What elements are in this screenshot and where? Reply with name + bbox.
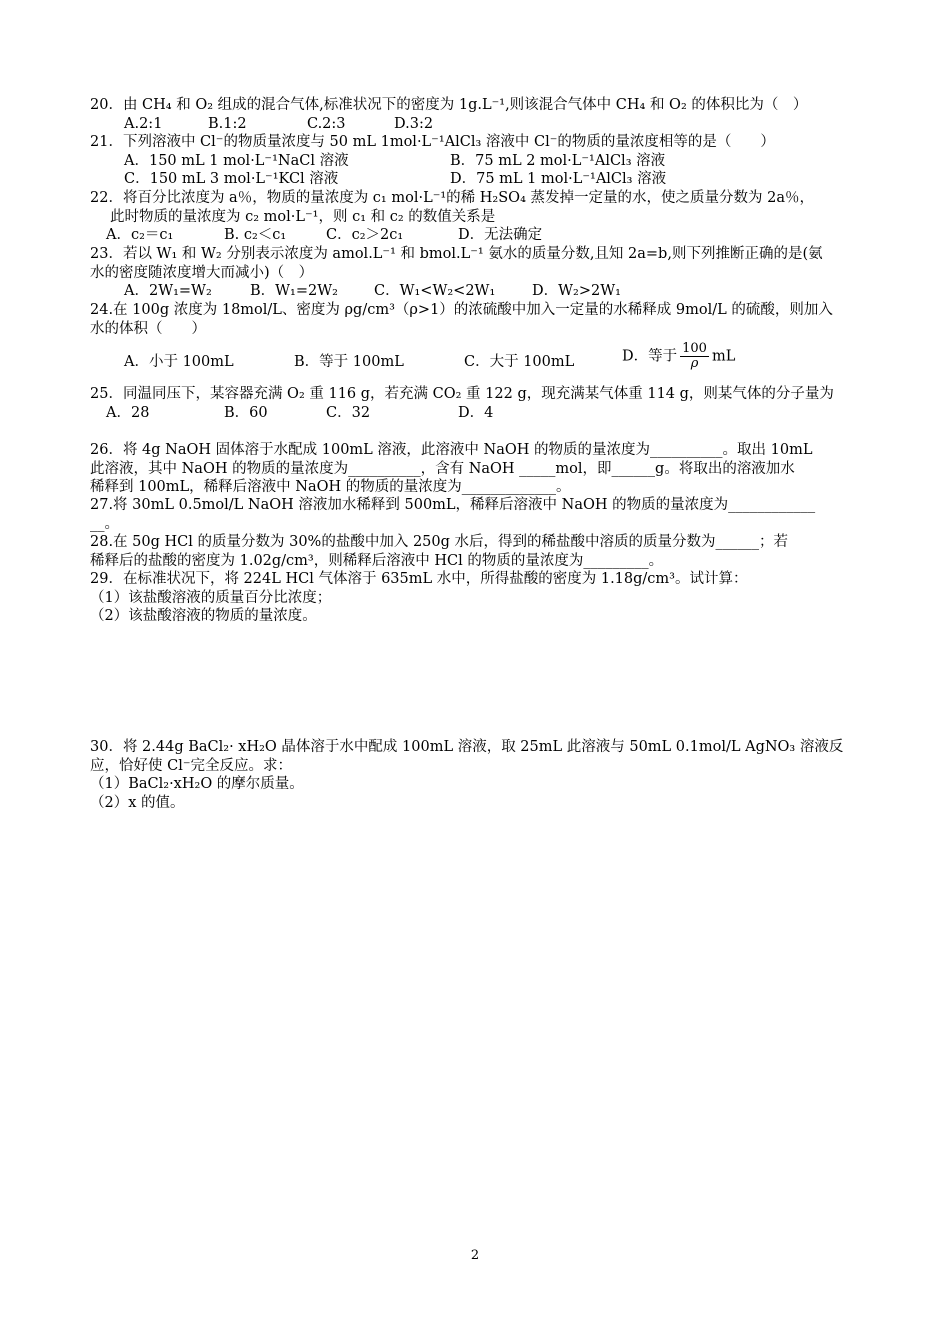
question-30-line1: 30．将 2.44g BaCl₂· xH₂O 晶体溶于水中配成 100mL 溶液，取 25mL 此溶液与 50mL 0.1mol/L AgNO₃ 溶液反 [90,739,844,755]
question-26-line1: 26．将 4g NaOH 固体溶于水配成 100mL 溶液，此溶液中 NaOH 的物质的量浓度为__________。取出 10mL [90,442,813,458]
question-21-options-row1 [90,152,860,171]
option-d: D.3:2 [394,115,434,132]
option-c: C．W₁<W₂<2W₁ [374,283,496,299]
fraction-100-over-rho [680,342,709,371]
question-30 [90,738,860,812]
question-26-line3: 稀释到 100mL，稀释后溶液中 NaOH 的物质的量浓度为_____________。 [90,479,571,495]
question-23-options [90,282,860,301]
question-29-part1: （1）该盐酸溶液的质量百分比浓度； [90,589,332,606]
question-23-stem-line1: 23．若以 W₁ 和 W₂ 分别表示浓度为 amol.L⁻¹ 和 bmol.L⁻¹ 氨水的质量分数,且知 2a=b,则下列推断正确的是(氨 [90,246,823,262]
option-c: C．32 [326,404,371,421]
question-24-stem-line1: 24.在 100g 浓度为 18mol/L、密度为 ρg/cm³（ρ>1）的浓硫酸中加入一定量的水稀释成 9mol/L 的硫酸，则加入 [90,302,833,318]
fraction-numerator: 100 [682,341,707,356]
question-29-part2: （2）该盐酸溶液的物质的量浓度。 [90,608,317,624]
option-b: B．W₁=2W₂ [250,283,338,299]
option-a: A．28 [106,404,150,421]
question-30-part2: （2）x 的值。 [90,794,185,811]
question-29 [90,570,860,626]
question-27 [90,496,860,533]
question-26-line2: 此溶液，其中 NaOH 的物质的量浓度为__________，含有 NaOH _____mol，即______g。将取出的溶液加水 [90,460,795,477]
question-21 [90,133,860,189]
option-c: C．大于 100mL [464,354,575,370]
question-25 [90,385,860,422]
question-24 [90,301,860,378]
question-21-stem: 21．下列溶液中 Cl⁻的物质量浓度与 50 mL 1mol·L⁻¹AlCl₃ 溶液中 Cl⁻的物质的量浓度相等的是（ ） [90,134,775,150]
option-b: B．60 [224,404,268,421]
fraction-denominator: ρ [690,356,699,371]
question-22 [90,189,860,245]
option-b: B. c₂＜c₁ [224,227,287,243]
question-26 [90,441,860,497]
option-d-suffix: mL [711,348,736,365]
question-27-line1: 27.将 30mL 0.5mol/L NaOH 溶液加水稀释到 500mL，稀释后溶液中 NaOH 的物质的量浓度为____________ [90,497,816,513]
question-25-options [90,404,860,423]
question-30-line2: 应，恰好使 Cl⁻完全反应。求： [90,757,292,774]
option-d [622,342,735,371]
question-29-line1: 29．在标准状况下，将 224L HCl 气体溶于 635mL 水中，所得盐酸的密度为 1.18g/cm³。试计算： [90,571,748,587]
option-d: D．无法确定 [458,227,543,243]
option-d: D．75 mL 1 mol·L⁻¹AlCl₃ 溶液 [450,171,667,187]
option-c: C.2:3 [307,115,346,132]
option-b: B.1:2 [208,115,247,132]
question-24-stem-line2: 水的体积（ ） [90,320,206,337]
question-30-part1: （1）BaCl₂·xH₂O 的摩尔质量。 [90,776,304,792]
question-21-options-row2 [90,170,860,189]
option-d: D．W₂>2W₁ [532,283,621,299]
option-a: A．小于 100mL [124,354,234,370]
question-20-options [90,115,860,134]
option-a: A．2W₁=W₂ [124,283,212,299]
question-27-line2: __。 [90,515,119,532]
question-22-stem-line1: 22．将百分比浓度为 a％，物质的量浓度为 c₁ mol·L⁻¹的稀 H₂SO₄ 蒸发掉一定量的水，使之质量分数为 2a％， [90,190,814,206]
option-c: C．c₂＞2c₁ [326,227,404,243]
question-25-stem: 25．同温同压下，某容器充满 O₂ 重 116 g，若充满 CO₂ 重 122 g，现充满某气体重 114 g，则某气体的分子量为 [90,386,834,402]
page-number: 2 [470,1248,480,1263]
option-d: D．4 [458,404,494,421]
question-23-stem-line2: 水的密度随浓度增大而减小)（ ） [90,264,314,281]
question-22-stem-line2: 此时物质的量浓度为 c₂ mol·L⁻¹，则 c₁ 和 c₂ 的数值关系是 [110,208,496,225]
question-28-line2: 稀释后的盐酸的密度为 1.02g/cm³，则稀释后溶液中 HCl 的物质的量浓度为_________。 [90,552,664,569]
question-28-line1: 28.在 50g HCl 的质量分数为 30%的盐酸中加入 250g 水后，得到的稀盐酸中溶质的质量分数为______；若 [90,534,789,550]
option-b: B．等于 100mL [294,354,404,370]
option-c: C．150 mL 3 mol·L⁻¹KCl 溶液 [124,171,339,187]
question-20 [90,96,860,133]
question-20-stem: 20．由 CH₄ 和 O₂ 组成的混合气体,标准状况下的密度为 1g.L⁻¹,则该混合气体中 CH₄ 和 O₂ 的体积比为（ ） [90,97,808,113]
option-b: B．75 mL 2 mol·L⁻¹AlCl₃ 溶液 [450,152,666,169]
option-a: A.2:1 [124,115,163,132]
question-28 [90,533,860,570]
question-23 [90,245,860,301]
option-d-prefix: D．等于 [622,348,678,365]
question-22-options [90,226,860,245]
question-24-options [90,338,860,378]
option-a: A．c₂＝c₁ [106,227,174,243]
option-a: A．150 mL 1 mol·L⁻¹NaCl 溶液 [124,152,349,169]
